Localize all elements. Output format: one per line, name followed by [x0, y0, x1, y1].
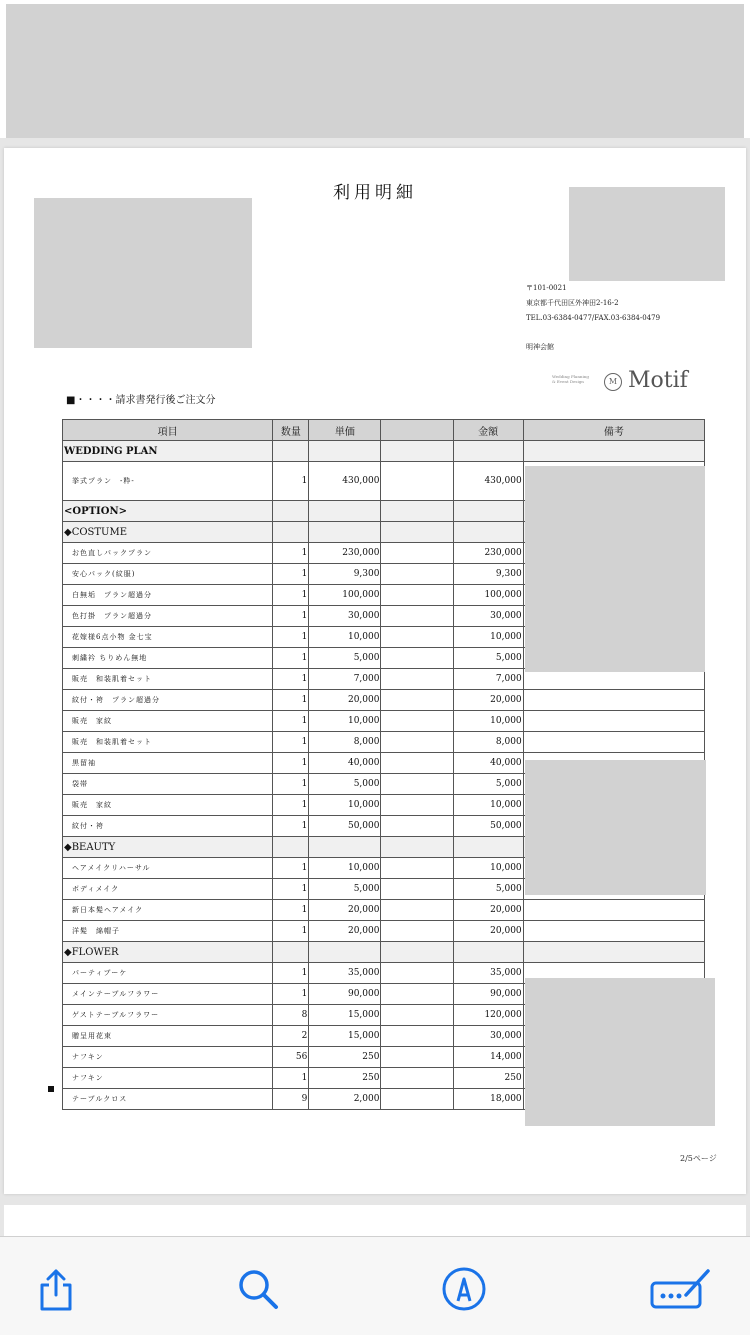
item-qty: 1 — [273, 627, 309, 648]
section-row — [63, 441, 705, 462]
bottom-toolbar — [0, 1236, 750, 1335]
item-qty: 1 — [273, 1068, 309, 1089]
item-unit-price: 20,000 — [309, 690, 381, 711]
share-icon — [32, 1265, 80, 1313]
item-remarks — [523, 711, 704, 732]
item-amount: 100,000 — [453, 585, 523, 606]
item-amount: 90,000 — [453, 984, 523, 1005]
item-qty: 56 — [273, 1047, 309, 1068]
item-name: ナフキン — [63, 1068, 273, 1089]
item-unit-price: 40,000 — [309, 753, 381, 774]
header-unit-price: 単価 — [309, 420, 381, 441]
empty-cell — [523, 441, 704, 462]
item-amount: 8,000 — [453, 732, 523, 753]
item-remarks — [523, 921, 704, 942]
item-amount: 7,000 — [453, 669, 523, 690]
item-unit-price: 7,000 — [309, 669, 381, 690]
empty-cell — [381, 753, 453, 774]
item-name: 刺繍衿 ちりめん無地 — [63, 648, 273, 669]
item-amount: 5,000 — [453, 648, 523, 669]
item-qty: 1 — [273, 690, 309, 711]
empty-cell — [381, 690, 453, 711]
markup-button[interactable] — [440, 1265, 488, 1313]
empty-cell — [309, 837, 381, 858]
order-note: ■・・・・請求書発行後ご注文分 — [66, 395, 216, 406]
empty-cell — [381, 900, 453, 921]
item-unit-price: 5,000 — [309, 774, 381, 795]
item-name: パーティブーケ — [63, 963, 273, 984]
table-row — [63, 711, 705, 732]
table-row — [63, 921, 705, 942]
empty-cell — [273, 501, 309, 522]
item-name: ボディメイク — [63, 879, 273, 900]
empty-cell — [453, 942, 523, 963]
document-page — [4, 148, 746, 1194]
item-amount: 10,000 — [453, 795, 523, 816]
empty-cell — [453, 441, 523, 462]
form-fill-icon — [650, 1265, 714, 1313]
empty-cell — [273, 441, 309, 462]
section-label: WEDDING PLAN — [63, 441, 273, 462]
table-row — [63, 732, 705, 753]
category-label: ◆FLOWER — [63, 942, 273, 963]
empty-cell — [381, 963, 453, 984]
item-unit-price: 10,000 — [309, 795, 381, 816]
item-unit-price: 430,000 — [309, 462, 381, 501]
item-unit-price: 9,300 — [309, 564, 381, 585]
item-qty: 1 — [273, 858, 309, 879]
item-name: 袋帯 — [63, 774, 273, 795]
item-qty: 1 — [273, 984, 309, 1005]
item-unit-price: 250 — [309, 1068, 381, 1089]
item-amount: 30,000 — [453, 1026, 523, 1047]
item-unit-price: 15,000 — [309, 1026, 381, 1047]
item-unit-price: 10,000 — [309, 711, 381, 732]
item-unit-price: 35,000 — [309, 963, 381, 984]
item-name: 販売 和装肌着セット — [63, 669, 273, 690]
redacted-remarks-1 — [525, 466, 705, 672]
empty-cell — [381, 921, 453, 942]
item-unit-price: 10,000 — [309, 627, 381, 648]
empty-cell — [381, 858, 453, 879]
item-name: ゲストテーブルフラワー — [63, 1005, 273, 1026]
item-amount: 18,000 — [453, 1089, 523, 1110]
item-name: 紋付・袴 — [63, 816, 273, 837]
empty-cell — [381, 1068, 453, 1089]
empty-cell — [273, 942, 309, 963]
item-unit-price: 20,000 — [309, 921, 381, 942]
empty-cell — [309, 441, 381, 462]
header-item: 項目 — [63, 420, 273, 441]
item-unit-price: 20,000 — [309, 900, 381, 921]
empty-cell — [381, 441, 453, 462]
item-unit-price: 100,000 — [309, 585, 381, 606]
item-qty: 8 — [273, 1005, 309, 1026]
share-button[interactable] — [32, 1265, 80, 1313]
postal-code: 〒101-0021 — [526, 284, 567, 292]
item-name: 挙式プラン -粋- — [63, 462, 273, 501]
item-qty: 1 — [273, 669, 309, 690]
redacted-company-stamp — [569, 187, 725, 281]
item-qty: 1 — [273, 711, 309, 732]
table-header-row — [63, 420, 705, 441]
item-amount: 5,000 — [453, 879, 523, 900]
item-amount: 35,000 — [453, 963, 523, 984]
empty-cell — [381, 669, 453, 690]
header-blank — [381, 420, 453, 441]
motif-logo — [552, 368, 702, 396]
empty-cell — [381, 1005, 453, 1026]
item-unit-price: 15,000 — [309, 1005, 381, 1026]
empty-cell — [273, 837, 309, 858]
item-name: テーブルクロス — [63, 1089, 273, 1110]
header-amount: 金額 — [453, 420, 523, 441]
item-amount: 120,000 — [453, 1005, 523, 1026]
item-amount: 14,000 — [453, 1047, 523, 1068]
empty-cell — [381, 1089, 453, 1110]
item-unit-price: 30,000 — [309, 606, 381, 627]
table-row — [63, 690, 705, 711]
empty-cell — [309, 522, 381, 543]
empty-cell — [453, 522, 523, 543]
item-name: ナフキン — [63, 1047, 273, 1068]
item-qty: 1 — [273, 462, 309, 501]
top-redacted-header — [0, 0, 750, 138]
item-unit-price: 50,000 — [309, 816, 381, 837]
empty-cell — [381, 1026, 453, 1047]
empty-cell — [309, 501, 381, 522]
redacted-recipient — [34, 198, 252, 348]
item-qty: 1 — [273, 543, 309, 564]
item-amount: 250 — [453, 1068, 523, 1089]
empty-cell — [381, 942, 453, 963]
item-name: 洋髪 綿帽子 — [63, 921, 273, 942]
empty-cell — [381, 984, 453, 1005]
item-name: 贈呈用花束 — [63, 1026, 273, 1047]
section-label: <OPTION> — [63, 501, 273, 522]
empty-cell — [453, 501, 523, 522]
item-name: 白無垢 プラン超過分 — [63, 585, 273, 606]
empty-cell — [381, 522, 453, 543]
item-qty: 9 — [273, 1089, 309, 1110]
item-qty: 1 — [273, 753, 309, 774]
logo-mark: M — [604, 373, 622, 391]
item-unit-price: 8,000 — [309, 732, 381, 753]
redacted-block — [6, 4, 744, 138]
item-qty: 2 — [273, 1026, 309, 1047]
markup-icon — [440, 1265, 488, 1313]
item-amount: 9,300 — [453, 564, 523, 585]
header-qty: 数量 — [273, 420, 309, 441]
item-amount: 20,000 — [453, 900, 523, 921]
category-label: ◆COSTUME — [63, 522, 273, 543]
item-amount: 10,000 — [453, 858, 523, 879]
empty-cell — [381, 795, 453, 816]
empty-cell — [381, 732, 453, 753]
street-address: 東京都千代田区外神田2-16-2 — [526, 299, 619, 307]
item-amount: 10,000 — [453, 627, 523, 648]
document-title: 利用明細 — [333, 183, 417, 203]
item-name: お色直しパックプラン — [63, 543, 273, 564]
search-button[interactable] — [234, 1265, 282, 1313]
item-amount: 10,000 — [453, 711, 523, 732]
empty-cell — [381, 543, 453, 564]
empty-cell — [381, 774, 453, 795]
empty-cell — [381, 501, 453, 522]
item-amount: 50,000 — [453, 816, 523, 837]
item-qty: 1 — [273, 816, 309, 837]
late-order-marker — [48, 1086, 54, 1092]
item-name: 花嫁様6点小物 金七宝 — [63, 627, 273, 648]
logo-tagline — [552, 374, 594, 384]
item-qty: 1 — [273, 774, 309, 795]
empty-cell — [381, 627, 453, 648]
item-qty: 1 — [273, 732, 309, 753]
redacted-remarks-2 — [525, 760, 706, 895]
empty-cell — [523, 942, 704, 963]
item-name: ヘアメイクリハーサル — [63, 858, 273, 879]
item-qty: 1 — [273, 963, 309, 984]
item-qty: 1 — [273, 606, 309, 627]
item-qty: 1 — [273, 648, 309, 669]
empty-cell — [381, 816, 453, 837]
item-qty: 1 — [273, 564, 309, 585]
item-qty: 1 — [273, 879, 309, 900]
empty-cell — [381, 585, 453, 606]
logo-tagline-1: Wedding Planning — [552, 374, 589, 379]
item-unit-price: 90,000 — [309, 984, 381, 1005]
empty-cell — [453, 837, 523, 858]
category-row — [63, 942, 705, 963]
empty-cell — [381, 564, 453, 585]
empty-cell — [381, 462, 453, 501]
table-row — [63, 900, 705, 921]
item-amount: 430,000 — [453, 462, 523, 501]
item-qty: 1 — [273, 585, 309, 606]
item-amount: 30,000 — [453, 606, 523, 627]
empty-cell — [381, 837, 453, 858]
item-unit-price: 5,000 — [309, 648, 381, 669]
item-name: 販売 家紋 — [63, 795, 273, 816]
item-name: 販売 家紋 — [63, 711, 273, 732]
item-qty: 1 — [273, 921, 309, 942]
logo-name: Motif — [628, 368, 688, 393]
empty-cell — [273, 522, 309, 543]
item-name: 安心パック(紋服) — [63, 564, 273, 585]
item-remarks — [523, 900, 704, 921]
logo-tagline-2: & Event Design — [552, 379, 584, 384]
item-name: 色打掛 プラン超過分 — [63, 606, 273, 627]
item-amount: 5,000 — [453, 774, 523, 795]
item-unit-price: 5,000 — [309, 879, 381, 900]
empty-cell — [381, 1047, 453, 1068]
item-name: 新日本髪ヘアメイク — [63, 900, 273, 921]
empty-cell — [381, 606, 453, 627]
header-remarks: 備考 — [523, 420, 704, 441]
empty-cell — [309, 942, 381, 963]
search-icon — [234, 1265, 282, 1313]
empty-cell — [381, 711, 453, 732]
tel-fax: TEL.03-6384-0477/FAX.03-6384-0479 — [526, 314, 661, 322]
item-amount: 230,000 — [453, 543, 523, 564]
item-name: 黒留袖 — [63, 753, 273, 774]
redacted-remarks-3 — [525, 978, 715, 1126]
category-label: ◆BEAUTY — [63, 837, 273, 858]
item-name: メインテーブルフラワー — [63, 984, 273, 1005]
item-qty: 1 — [273, 900, 309, 921]
item-qty: 1 — [273, 795, 309, 816]
item-name: 販売 和装肌着セット — [63, 732, 273, 753]
item-remarks — [523, 690, 704, 711]
item-amount: 20,000 — [453, 921, 523, 942]
item-remarks — [523, 732, 704, 753]
item-unit-price: 2,000 — [309, 1089, 381, 1110]
item-amount: 40,000 — [453, 753, 523, 774]
item-amount: 20,000 — [453, 690, 523, 711]
empty-cell — [381, 648, 453, 669]
item-unit-price: 230,000 — [309, 543, 381, 564]
page-number: 2/5ページ — [680, 1154, 717, 1163]
venue-name: 明神会館 — [526, 343, 554, 351]
empty-cell — [381, 879, 453, 900]
item-unit-price: 10,000 — [309, 858, 381, 879]
item-name: 紋付・袴 プラン超過分 — [63, 690, 273, 711]
item-unit-price: 250 — [309, 1047, 381, 1068]
form-fill-button[interactable] — [650, 1265, 714, 1313]
